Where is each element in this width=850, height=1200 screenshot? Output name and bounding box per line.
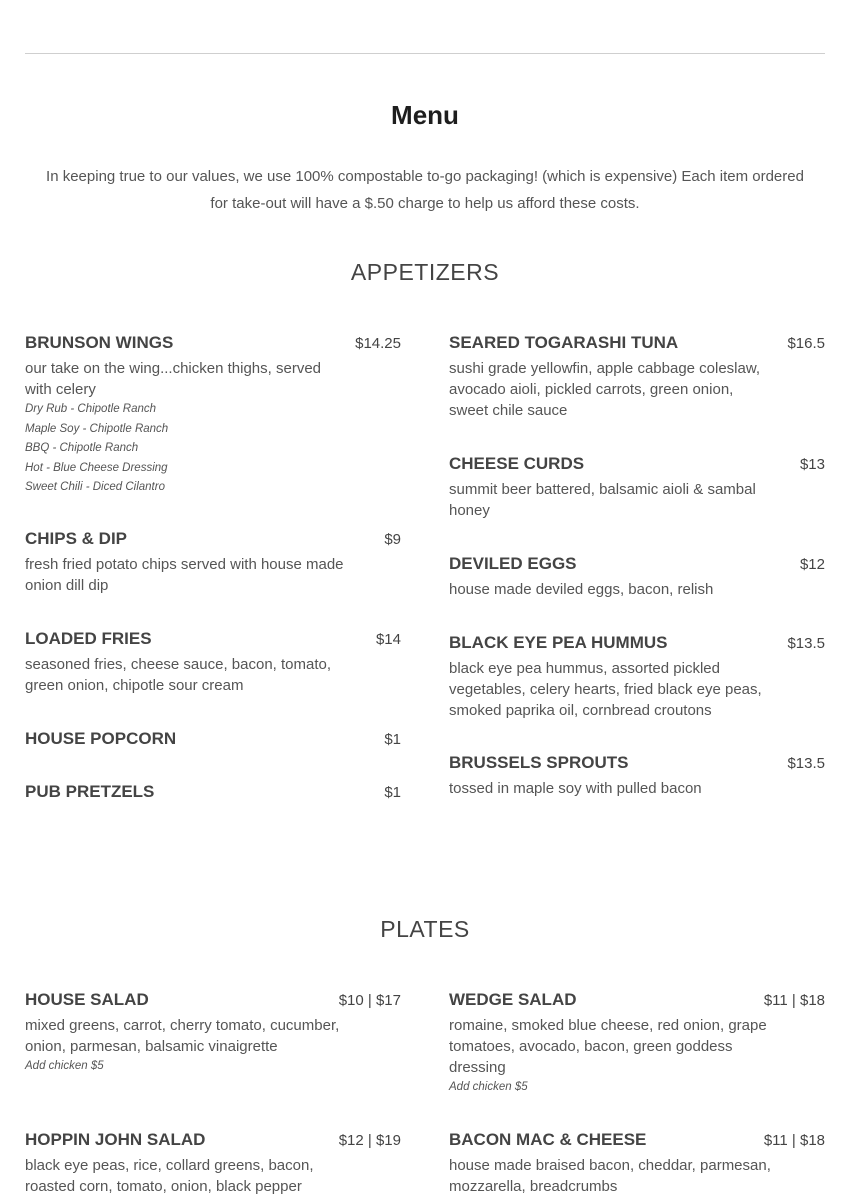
item-option: Maple Soy - Chipotle Ranch [25, 422, 169, 435]
item-description: house made braised bacon, cheddar, parmesan, mozzarella, breadcrumbs [449, 1157, 771, 1195]
item-name: SEARED TOGARASHI TUNA [449, 333, 679, 352]
item-option: Dry Rub - Chipotle Ranch [25, 403, 157, 415]
item-price: $11 | $18 [763, 992, 825, 1009]
menu-item [449, 633, 825, 721]
item-price: $13 [799, 456, 825, 473]
item-name: CHEESE CURDS [449, 454, 585, 473]
item-name: HOPPIN JOHN SALAD [25, 1130, 206, 1149]
menu-item [25, 990, 401, 1077]
menu-item [449, 1130, 825, 1197]
item-description: seasoned fries, cheese sauce, bacon, tomato, green onion, chipotle sour cream [25, 656, 332, 694]
item-name: BRUNSON WINGS [25, 333, 174, 352]
menu-item [25, 782, 401, 802]
page-title: Menu [391, 100, 459, 130]
item-name: LOADED FRIES [25, 629, 152, 648]
item-description: mixed greens, carrot, cherry tomato, cucumber, onion, parmesan, balsamic vinaigrette [25, 1017, 340, 1055]
item-description: romaine, smoked blue cheese, red onion, grape tomatoes, avocado, bacon, green goddess dressing [449, 1017, 767, 1076]
item-name: HOUSE POPCORN [25, 729, 177, 748]
item-add-on: Add chicken $5 [449, 1081, 528, 1093]
item-name: HOUSE SALAD [25, 990, 149, 1009]
menu-item [25, 629, 401, 696]
item-price: $14.25 [355, 335, 401, 352]
item-name: BRUSSELS SPROUTS [449, 753, 629, 772]
item-name: BLACK EYE PEA HUMMUS [449, 633, 668, 652]
item-price: $10 | $17 [338, 992, 401, 1009]
item-name: DEVILED EGGS [449, 554, 577, 573]
item-price: $12 | $19 [338, 1132, 401, 1149]
menu-item [449, 990, 825, 1098]
item-name: CHIPS & DIP [25, 529, 128, 548]
menu-item [25, 1130, 401, 1197]
menu-item [25, 333, 401, 498]
item-name: BACON MAC & CHEESE [449, 1130, 647, 1149]
item-description: sushi grade yellowfin, apple cabbage coleslaw, avocado aioli, pickled carrots, green onion, sweet chile sauce [449, 360, 761, 419]
item-price: $14 [375, 631, 401, 648]
menu-item [25, 729, 401, 749]
item-price: $16.5 [787, 335, 825, 352]
item-description: black eye pea hummus, assorted pickled vegetables, celery hearts, fried black eye peas, smoked paprika oil, cornbread croutons [449, 660, 762, 719]
item-description: summit beer battered, balsamic aioli & sambal honey [449, 481, 756, 519]
item-description: house made deviled eggs, bacon, relish [449, 581, 714, 598]
item-price: $13.5 [787, 635, 825, 652]
menu-item [449, 333, 825, 421]
item-name: PUB PRETZELS [25, 782, 155, 801]
item-option: Sweet Chili - Diced Cilantro [25, 481, 165, 493]
item-option: Hot - Blue Cheese Dressing [25, 461, 168, 474]
item-name: WEDGE SALAD [449, 990, 577, 1009]
item-price: $1 [384, 784, 401, 801]
menu-item [25, 529, 401, 596]
intro-text: In keeping true to our values, we use 100% compostable to-go packaging! (which is expensive) Each item ordered for take-out will have a $.50 charge to help us afford these costs. [46, 168, 804, 212]
top-divider [25, 53, 825, 54]
item-price: $9 [384, 531, 401, 548]
item-description: black eye peas, rice, collard greens, bacon, roasted corn, tomato, onion, black pepper [25, 1157, 314, 1195]
item-description: fresh fried potato chips served with house made onion dill dip [25, 556, 344, 594]
menu-item [449, 454, 825, 521]
item-price: $11 | $18 [763, 1132, 825, 1149]
item-add-on: Add chicken $5 [25, 1060, 104, 1072]
menu-item [449, 753, 825, 799]
item-price: $13.5 [787, 755, 825, 772]
item-description: our take on the wing...chicken thighs, served with celery [25, 360, 322, 398]
item-option: BBQ - Chipotle Ranch [25, 442, 139, 454]
section-title-appetizers: APPETIZERS [350, 259, 500, 285]
menu-item [449, 554, 825, 600]
item-description: tossed in maple soy with pulled bacon [449, 780, 702, 797]
item-price: $12 [799, 556, 825, 573]
section-title-plates: PLATES [380, 916, 470, 942]
item-price: $1 [384, 731, 401, 748]
